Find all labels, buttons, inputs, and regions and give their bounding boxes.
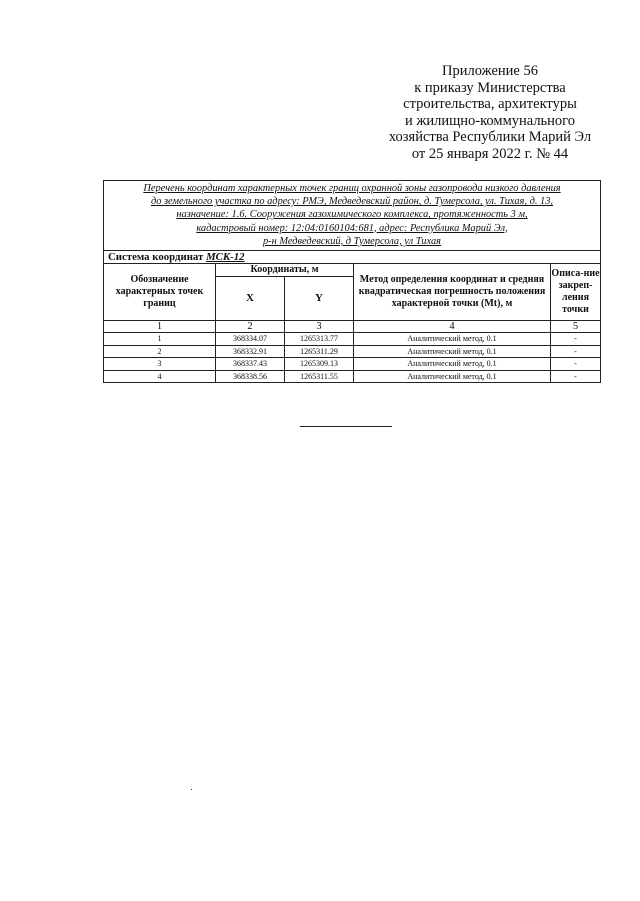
table-title-line: Перечень координат характерных точек границ охранной зоны газопровода низкого давления [143, 183, 561, 194]
coordinate-system [104, 251, 601, 264]
cell-y: 1265311.29 [285, 345, 354, 358]
table-title-line: назначение: 1.6. Сооружения газохимического комплекса, протяженность 3 м, [176, 209, 528, 221]
table-title-line: до земельного участка по адресу: РМЭ, Медведевский район, д. Тумерсола, ул. Тихая, д. 13, [150, 196, 554, 208]
table-row [104, 345, 601, 358]
col-header-description: Описа-ние закреп-ления точки [551, 264, 601, 321]
column-numbers-row [104, 321, 601, 333]
table-title [104, 181, 601, 251]
column-number: 1 [104, 321, 216, 333]
column-number: 2 [216, 321, 285, 333]
cell-x: 368334.07 [216, 333, 285, 346]
separator-line [300, 426, 392, 427]
column-number: 5 [551, 321, 601, 333]
col-header-x: X [216, 277, 285, 321]
cell-y: 1265309.13 [285, 358, 354, 371]
coordinates-table [103, 180, 601, 383]
column-number: 3 [285, 321, 354, 333]
column-number: 4 [354, 321, 551, 333]
cell-x: 368338.56 [216, 370, 285, 383]
coordinate-system-value: МСК-12 [206, 251, 245, 264]
cell-method: Аналитический метод, 0.1 [354, 358, 551, 371]
cell-point: 1 [104, 333, 216, 346]
header-line: от 25 января 2022 г. № 44 [411, 145, 569, 162]
cell-x: 368332.91 [216, 345, 285, 358]
cell-y: 1265311.55 [285, 370, 354, 383]
header-line: Приложение 56 [442, 63, 538, 79]
table-row [104, 358, 601, 371]
header-line: к приказу Министерства [414, 79, 566, 96]
cell-description: - [551, 345, 601, 358]
table-title-line: р-н Медведевский, д Тумерсола, ул Тихая [262, 235, 441, 247]
scan-dot [191, 789, 192, 790]
cell-description: - [551, 358, 601, 371]
cell-point: 4 [104, 370, 216, 383]
cell-method: Аналитический метод, 0.1 [354, 370, 551, 383]
coordinate-system-label: Система координат [108, 251, 204, 264]
col-header-y: Y [285, 277, 354, 321]
table-row [104, 370, 601, 383]
cell-description: - [551, 370, 601, 383]
cell-point: 2 [104, 345, 216, 358]
col-header-method: Метод определения координат и средняя квадратическая погрешность положения характерной точки (Mt), м [354, 264, 551, 321]
col-header-point: Обозначение характерных точек границ [104, 264, 216, 321]
header-line: строительства, архитектуры [403, 96, 577, 113]
table-row [104, 333, 601, 346]
table-title-line: кадастровый номер: 12:04:0160104:681, адрес: Республика Марий Эл, [196, 222, 508, 234]
cell-point: 3 [104, 358, 216, 371]
appendix-header [340, 63, 640, 163]
cell-y: 1265313.77 [285, 333, 354, 346]
cell-method: Аналитический метод, 0.1 [354, 333, 551, 346]
col-header-coordinates: Координаты, м [216, 264, 354, 277]
cell-x: 368337.43 [216, 358, 285, 371]
header-line: хозяйства Республики Марий Эл [388, 129, 592, 146]
cell-method: Аналитический метод, 0.1 [354, 345, 551, 358]
header-line: и жилищно-коммунального [404, 112, 576, 129]
cell-description: - [551, 333, 601, 346]
